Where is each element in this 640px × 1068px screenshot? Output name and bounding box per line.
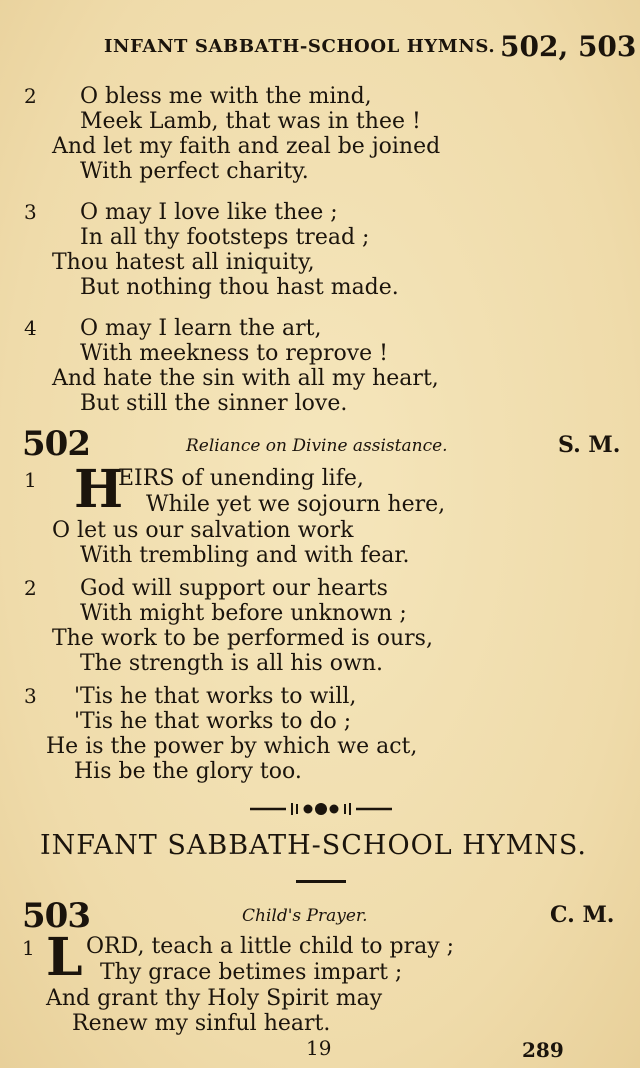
- verse-line: And hate the sin with all my heart,: [52, 366, 439, 391]
- verse-line: With trembling and with fear.: [80, 543, 410, 568]
- verse-line: With perfect charity.: [80, 159, 309, 184]
- hymn-meter: S. M.: [558, 432, 621, 458]
- hymn-subtitle: Reliance on Divine assistance.: [186, 436, 448, 456]
- verse-number: 2: [24, 576, 37, 600]
- verse-line: O may I love like thee ;: [80, 200, 338, 225]
- verse-line: Renew my sinful heart.: [72, 1011, 331, 1036]
- verse-line: His be the glory too.: [74, 759, 302, 784]
- section-rule: [296, 880, 346, 883]
- verse-number: 2: [24, 84, 37, 108]
- verse-line: O may I learn the art,: [80, 316, 322, 341]
- drop-capital: L: [46, 927, 83, 988]
- verse-number: 1: [22, 936, 35, 960]
- verse-line: 'Tis he that works to will,: [74, 684, 357, 709]
- hymn-meter: C. M.: [550, 902, 615, 928]
- ornament-divider: [246, 800, 396, 818]
- verse-number: 4: [24, 316, 37, 340]
- verse-line: In all thy footsteps tread ;: [80, 225, 370, 250]
- verse-line: The strength is all his own.: [80, 651, 384, 676]
- verse-line: Meek Lamb, that was in thee !: [80, 109, 421, 134]
- verse-line: Thou hatest all iniquity,: [52, 250, 315, 275]
- verse-line: With might before unknown ;: [80, 601, 407, 626]
- drop-capital: H: [74, 459, 124, 520]
- verse-line: Thy grace betimes impart ;: [100, 960, 403, 985]
- verse-line: O bless me with the mind,: [80, 84, 372, 109]
- verse-line: ORD, teach a little child to pray ;: [86, 934, 455, 959]
- page-number: 289: [522, 1038, 564, 1062]
- verse-number: 3: [24, 684, 37, 708]
- verse-number: 1: [24, 468, 37, 492]
- verse-line: While yet we sojourn here,: [146, 492, 446, 517]
- verse-line: But still the sinner love.: [80, 391, 348, 416]
- verse-line: And let my faith and zeal be joined: [52, 134, 441, 159]
- verse-line: God will support our hearts: [80, 576, 388, 601]
- hymn-number: 502: [22, 424, 90, 464]
- verse-line: With meekness to reprove !: [80, 341, 388, 366]
- verse-line: And grant thy Holy Spirit may: [46, 986, 383, 1011]
- hymn-subtitle: Child's Prayer.: [242, 906, 368, 926]
- verse-line: The work to be performed is ours,: [52, 626, 433, 651]
- signature-mark: 19: [306, 1036, 332, 1060]
- verse-line: O let us our salvation work: [52, 518, 354, 543]
- running-head: INFANT SABBATH-SCHOOL HYMNS.: [104, 36, 496, 57]
- section-title: INFANT SABBATH-SCHOOL HYMNS.: [40, 830, 588, 861]
- verse-number: 3: [24, 200, 37, 224]
- verse-line: 'Tis he that works to do ;: [74, 709, 352, 734]
- verse-line: EIRS of unending life,: [118, 466, 364, 491]
- verse-line: But nothing thou hast made.: [80, 275, 399, 300]
- verse-line: He is the power by which we act,: [46, 734, 418, 759]
- running-hymn-numbers: 502, 503: [500, 30, 637, 63]
- hymn-number: 503: [22, 896, 90, 936]
